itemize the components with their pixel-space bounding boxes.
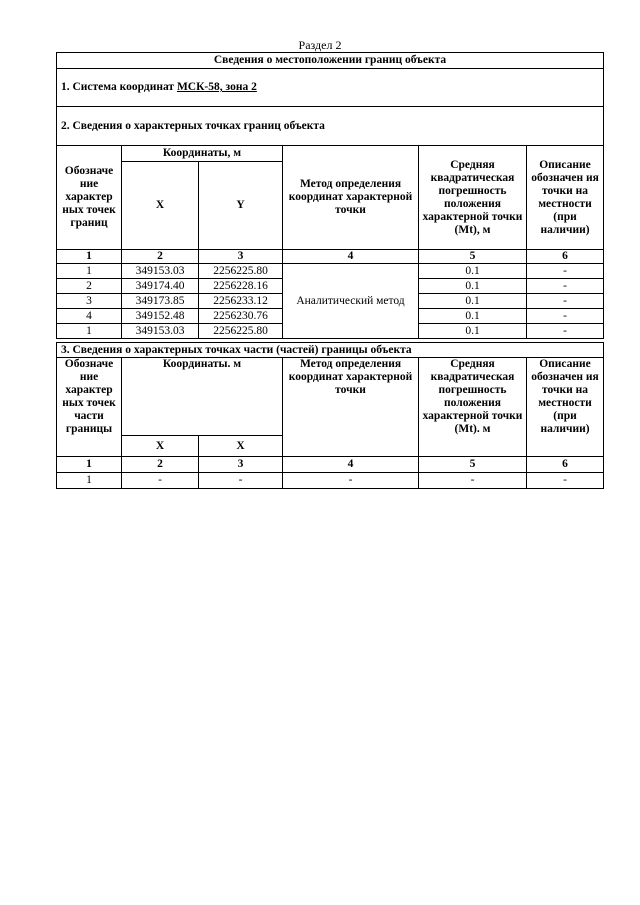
point-accuracy: 0.1 <box>419 324 527 339</box>
point-y: 2256230.76 <box>199 309 283 324</box>
point-description: - <box>527 294 604 309</box>
part-header-point-designation: Обозначе ние характер ных точек части границы <box>57 358 122 457</box>
point-accuracy: 0.1 <box>419 294 527 309</box>
col-number: 6 <box>527 250 604 264</box>
point-description: - <box>527 324 604 339</box>
header-method: Метод определения координат характерной точки <box>283 146 419 250</box>
part-header-method: Метод определения координат характерной точки <box>283 358 419 457</box>
part-point-accuracy: - <box>419 473 527 489</box>
point-x: 349152.48 <box>122 309 199 324</box>
point-id: 1 <box>57 324 122 339</box>
part-header-accuracy: Средняя квадратическая погрешность положения характерной точки (Mt). м <box>419 358 527 457</box>
col-number: 4 <box>283 457 419 473</box>
point-id: 2 <box>57 279 122 294</box>
col-number: 5 <box>419 250 527 264</box>
col-number: 4 <box>283 250 419 264</box>
point-id: 1 <box>57 264 122 279</box>
table-row <box>57 473 604 489</box>
header-description: Описание обозначен ия точки на местности (при наличии) <box>527 146 604 250</box>
header-point-designation: Обозначе ние характер ных точек границ <box>57 146 122 250</box>
header-y: Y <box>199 162 283 250</box>
point-x: 349173.85 <box>122 294 199 309</box>
part-point-description: - <box>527 473 604 489</box>
col-number: 1 <box>57 457 122 473</box>
point-id: 3 <box>57 294 122 309</box>
point-y: 2256225.80 <box>199 324 283 339</box>
col-number: 2 <box>122 250 199 264</box>
table-row <box>57 264 604 279</box>
point-method: Аналитический метод <box>283 264 419 339</box>
part-header-description: Описание обозначен ия точки на местности (при наличии) <box>527 358 604 457</box>
point-x: 349153.03 <box>122 324 199 339</box>
part-point-method: - <box>283 473 419 489</box>
point-x: 349153.03 <box>122 264 199 279</box>
point-accuracy: 0.1 <box>419 264 527 279</box>
point-description: - <box>527 279 604 294</box>
point-accuracy: 0.1 <box>419 279 527 294</box>
point-id: 4 <box>57 309 122 324</box>
point-y: 2256225.80 <box>199 264 283 279</box>
part-header-coordinates: Координаты. м <box>122 358 283 436</box>
col-number: 1 <box>57 250 122 264</box>
object-boundaries-table <box>56 52 604 339</box>
points-section-title: 2. Сведения о характерных точках границ объекта <box>57 107 604 146</box>
part-header-x: X <box>122 436 199 457</box>
part-section-title: 3. Сведения о характерных точках части (частей) границы объекта <box>57 343 604 358</box>
col-number: 2 <box>122 457 199 473</box>
header-x: X <box>122 162 199 250</box>
coord-system-value: МСК-58, зона 2 <box>176 81 257 93</box>
point-accuracy: 0.1 <box>419 309 527 324</box>
part-point-x: - <box>122 473 199 489</box>
col-number: 3 <box>199 457 283 473</box>
point-y: 2256228.16 <box>199 279 283 294</box>
point-x: 349174.40 <box>122 279 199 294</box>
section-title: Раздел 2 <box>298 38 342 52</box>
header-coordinates: Координаты, м <box>122 146 283 162</box>
point-description: - <box>527 309 604 324</box>
point-description: - <box>527 264 604 279</box>
part-header-y: X <box>199 436 283 457</box>
col-number: 3 <box>199 250 283 264</box>
point-y: 2256233.12 <box>199 294 283 309</box>
col-number: 5 <box>419 457 527 473</box>
part-point-id: 1 <box>57 473 122 489</box>
col-number: 6 <box>527 457 604 473</box>
coord-system-row <box>57 69 604 107</box>
part-point-y: - <box>199 473 283 489</box>
table-title: Сведения о местоположении границ объекта <box>57 53 604 69</box>
header-accuracy: Средняя квадратическая погрешность положения характерной точки (Mt), м <box>419 146 527 250</box>
part-boundaries-table <box>56 342 604 489</box>
coord-system-label: 1. Система координат <box>61 81 175 93</box>
